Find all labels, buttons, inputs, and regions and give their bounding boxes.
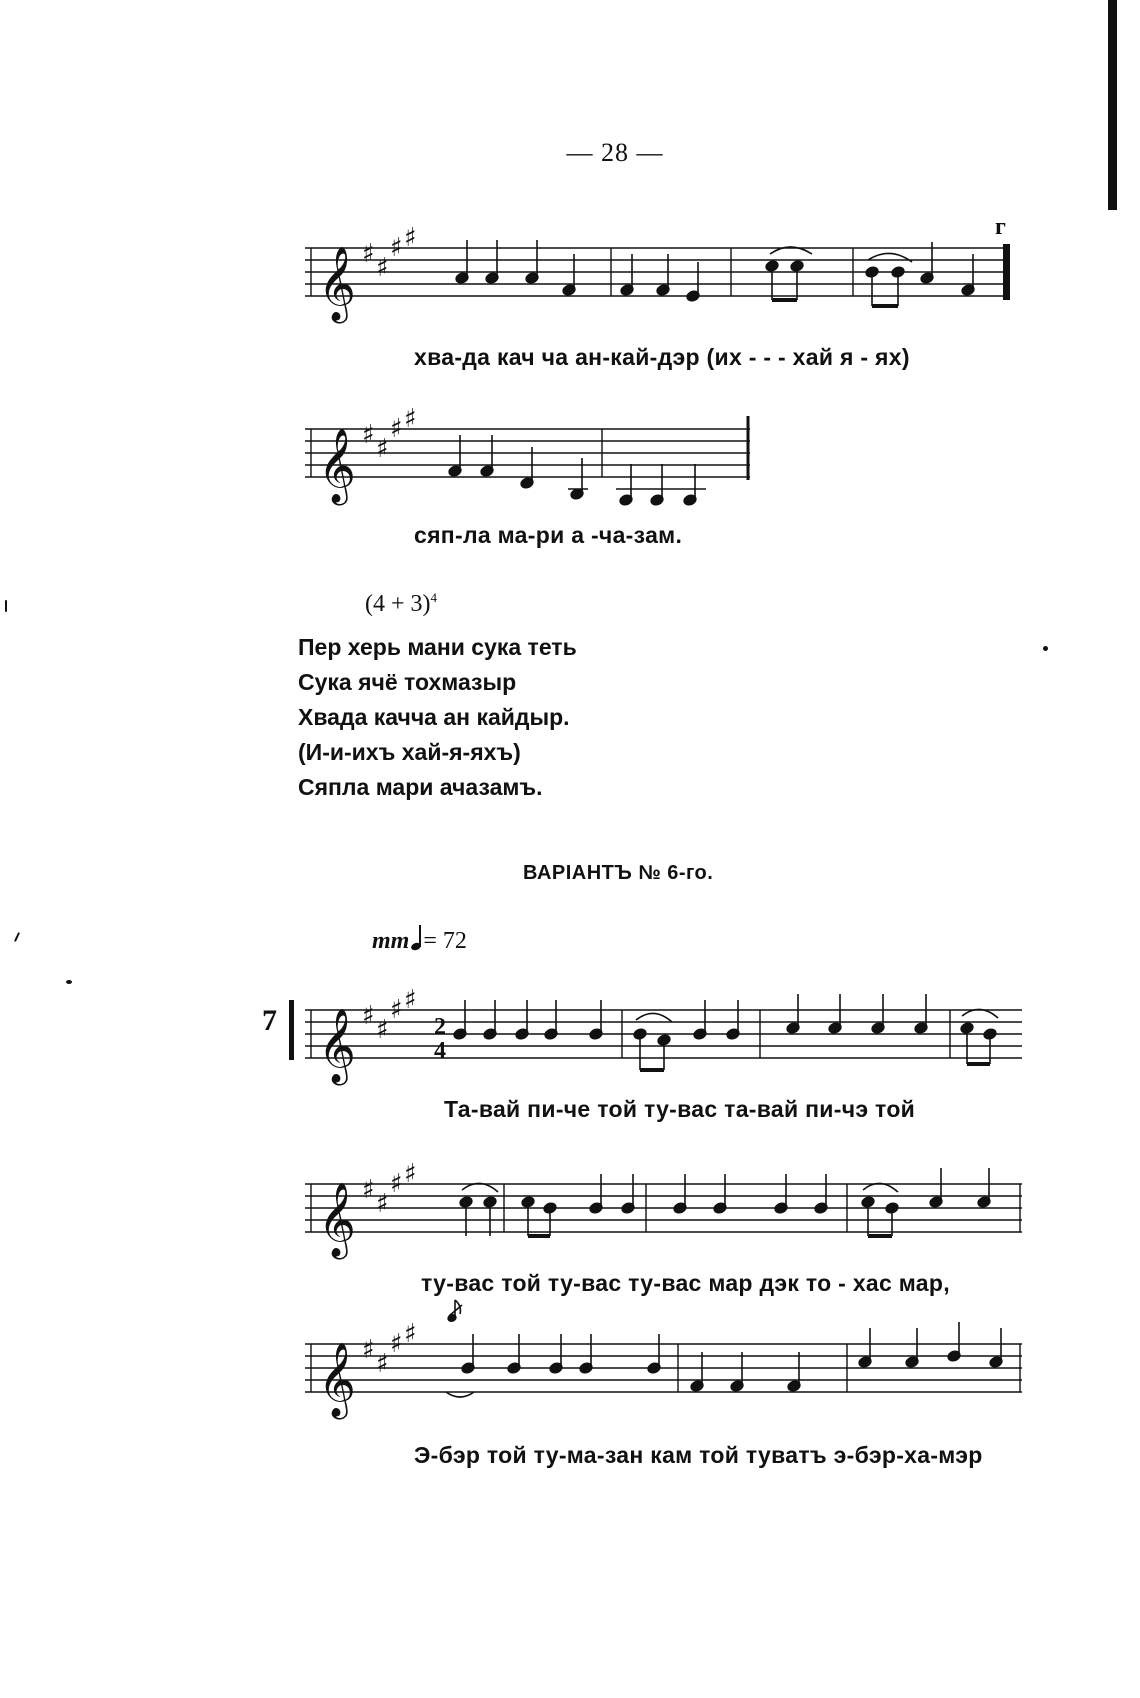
svg-text:♯: ♯ [404,1159,417,1189]
verse-line: Хвада качча ан кайдыр. [298,704,570,730]
verse-line: Сяпла мари ачазамъ. [298,774,543,800]
tempo-prefix: mm [372,928,410,954]
svg-text:𝄞: 𝄞 [318,1183,356,1257]
page-number: — 28 — [566,138,664,167]
svg-text:♯: ♯ [376,253,389,283]
lyrics-line-3: Та-вай пи-че той ту-вас та-вай пи-чэ той [444,1096,916,1122]
svg-text:𝄞: 𝄞 [318,1343,356,1417]
lyrics-line-5: Э-бэр той ту-ма-зан кам той туватъ э-бэр-ха-мэр [414,1442,983,1468]
svg-text:♯: ♯ [404,985,417,1015]
svg-text:♯: ♯ [376,1189,389,1219]
section-marker-g: г [995,214,1006,240]
formula-base: (4 + 3) [365,591,431,617]
svg-text:♯: ♯ [404,404,417,434]
svg-text:♯: ♯ [362,420,375,450]
verse-line: (И-и-ихъ хай-я-яхъ) [298,739,521,765]
svg-text:♯: ♯ [404,1319,417,1349]
svg-text:♯: ♯ [376,1015,389,1045]
svg-text:♯: ♯ [390,1169,403,1199]
svg-text:♯: ♯ [362,1335,375,1365]
svg-text:♯: ♯ [376,434,389,464]
svg-text:𝄞: 𝄞 [318,429,356,503]
formula-exponent: 4 [430,590,438,605]
svg-text:♯: ♯ [390,995,403,1025]
lyrics-line-4: ту-вас той ту-вас ту-вас мар дэк то - хас мар, [421,1270,950,1296]
svg-text:♯: ♯ [390,233,403,263]
svg-text:♯: ♯ [376,1349,389,1379]
svg-text:♯: ♯ [390,414,403,444]
verse-line: Сука ячё тохмазыр [298,669,517,695]
lyrics-line-1: хва-да кач ча ан-кай-дэр (их - - - хай я - ях) [414,344,910,370]
tempo-value: = 72 [423,928,467,954]
example-number: 7 [262,1004,277,1037]
svg-text:♯: ♯ [362,239,375,269]
svg-text:2: 2 [434,1014,446,1040]
svg-text:♯: ♯ [390,1329,403,1359]
variant-heading: ВАРІАНТЪ № 6-го. [523,862,714,884]
svg-text:𝄞: 𝄞 [318,247,356,321]
lyrics-line-2: сяп-ла ма-ри а -ча-зам. [414,522,683,548]
svg-text:𝄞: 𝄞 [318,1009,356,1083]
verse-line: Пер херь мани сука теть [298,634,577,660]
svg-text:4: 4 [434,1038,446,1064]
svg-text:♯: ♯ [404,223,417,253]
svg-text:♯: ♯ [362,1175,375,1205]
svg-text:♯: ♯ [362,1001,375,1031]
